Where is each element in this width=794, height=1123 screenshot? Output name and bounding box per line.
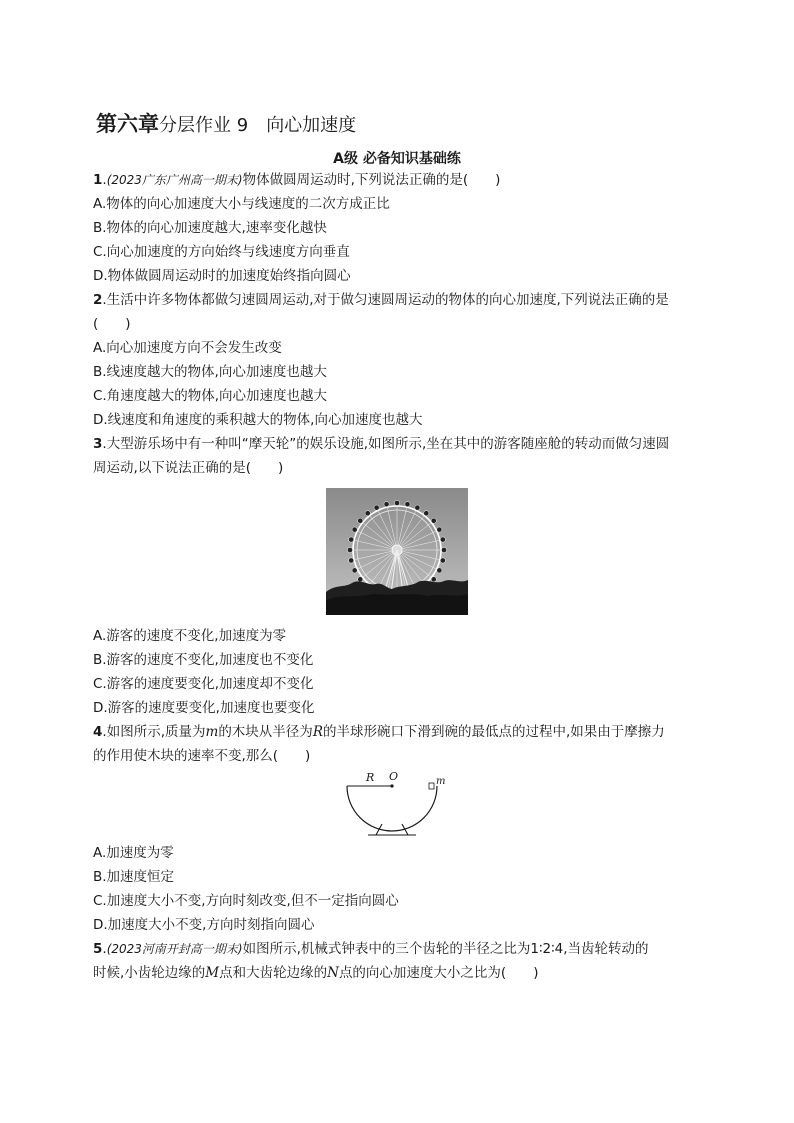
q1-number: 1 bbox=[93, 172, 103, 188]
q5-var-n: N bbox=[327, 965, 339, 981]
cabin bbox=[431, 577, 436, 582]
q1-option-b: B.物体的向心加速度越大,速率变化越快 bbox=[93, 220, 327, 236]
q5-var-m: M bbox=[205, 965, 220, 981]
assignment-label: 分层作业 9 bbox=[159, 115, 249, 136]
cabin bbox=[440, 537, 445, 542]
cabin bbox=[349, 537, 354, 542]
q2-text: 生活中许多物体都做匀速圆周运动,对于做匀速圆周运动的物体的向心加速度,下列说法正确的是 bbox=[106, 292, 669, 308]
q4-number: 4 bbox=[93, 724, 103, 740]
q2-option-a: A.向心加速度方向不会发生改变 bbox=[93, 340, 282, 356]
q3-option-b: B.游客的速度不变化,加速度也不变化 bbox=[93, 652, 314, 668]
cabin bbox=[431, 518, 436, 523]
q4-option-c: C.加速度大小不变,方向时刻改变,但不一定指向圆心 bbox=[93, 893, 399, 909]
cabin bbox=[347, 547, 352, 552]
cabin bbox=[415, 505, 420, 510]
q5-text-b: ,当齿轮转动的 bbox=[563, 941, 649, 957]
bowl-outline bbox=[347, 786, 437, 831]
center-point bbox=[390, 784, 393, 787]
block bbox=[429, 783, 434, 789]
q5-source: (2023河南开封高一期末) bbox=[106, 942, 243, 956]
q2-option-b: B.线速度越大的物体,向心加速度也越大 bbox=[93, 364, 327, 380]
q4-var-r: R bbox=[312, 724, 323, 740]
q1-source: (2023广东广州高一期末) bbox=[106, 173, 243, 187]
q2-option-d: D.线速度和角速度的乘积越大的物体,向心加速度也越大 bbox=[93, 412, 423, 428]
q1-option-c: C.向心加速度的方向始终与线速度方向垂直 bbox=[93, 244, 350, 260]
q1-text: 物体做圆周运动时,下列说法正确的是( ) bbox=[242, 172, 501, 188]
q4-text-c: 的半球形碗口下滑到碗的最低点的过程中,如果由于摩擦力 bbox=[322, 724, 665, 740]
cabin bbox=[358, 518, 363, 523]
q4-option-b: B.加速度恒定 bbox=[93, 869, 175, 885]
q3-option-c: C.游客的速度要变化,加速度却不变化 bbox=[93, 676, 314, 692]
q1-option-a: A.物体的向心加速度大小与线速度的二次方成正比 bbox=[93, 196, 390, 212]
label-r: R bbox=[366, 771, 375, 784]
cabin bbox=[441, 547, 446, 552]
q3-number: 3 bbox=[93, 436, 103, 452]
q5-text-c: 时候,小齿轮边缘的 bbox=[93, 965, 206, 981]
q2-number: 2 bbox=[93, 292, 103, 308]
cabin bbox=[349, 558, 354, 563]
cabin bbox=[424, 511, 429, 516]
q2-stem: 2.生活中许多物体都做匀速圆周运动,对于做匀速圆周运动的物体的向心加速度,下列说法正确的是 bbox=[93, 292, 669, 308]
q4-option-d: D.加速度大小不变,方向时刻指向圆心 bbox=[93, 917, 315, 933]
q4-text-b: 的木块从半径为 bbox=[218, 724, 313, 740]
cabin bbox=[365, 511, 370, 516]
q4-stem: 4.如图所示,质量为m的木块从半径为R的半球形碗口下滑到碗的最低点的过程中,如果由于摩擦力 bbox=[93, 724, 665, 740]
q5-ratio: 1∶2∶4 bbox=[530, 941, 564, 957]
cabin bbox=[358, 577, 363, 582]
q5-stem: 5.(2023河南开封高一期末)如图所示,机械式钟表中的三个齿轮的半径之比为1∶2∶4,当齿轮转动的 bbox=[93, 941, 649, 957]
cabin bbox=[384, 502, 389, 507]
q4-text-a: 如图所示,质量为 bbox=[106, 724, 206, 740]
chapter-label: 第六章 bbox=[96, 112, 159, 136]
topic-label: 向心加速度 bbox=[266, 115, 357, 136]
q2-stem-cont: ( ) bbox=[93, 316, 131, 332]
page-title bbox=[96, 108, 356, 138]
cabin bbox=[405, 502, 410, 507]
q5-text-d: 点和大齿轮边缘的 bbox=[219, 965, 328, 981]
q5-text-e: 点的向心加速度大小之比为( ) bbox=[338, 965, 539, 981]
q3-option-d: D.游客的速度要变化,加速度也要变化 bbox=[93, 700, 315, 716]
ferris-wheel-photo bbox=[326, 488, 468, 615]
q5-stem-cont bbox=[93, 964, 538, 982]
q4-option-a: A.加速度为零 bbox=[93, 845, 174, 861]
cabin bbox=[374, 505, 379, 510]
cabin bbox=[437, 568, 442, 573]
cabin bbox=[352, 568, 357, 573]
q4-var-m: m bbox=[205, 724, 219, 740]
cabin bbox=[437, 527, 442, 532]
q3-text: 大型游乐场中有一种叫“摩天轮”的娱乐设施,如图所示,坐在其中的游客随座舱的转动而做匀速圆 bbox=[106, 436, 670, 452]
q3-stem: 3.大型游乐场中有一种叫“摩天轮”的娱乐设施,如图所示,坐在其中的游客随座舱的转动而做匀速圆 bbox=[93, 436, 670, 452]
q2-option-c: C.角速度越大的物体,向心加速度也越大 bbox=[93, 388, 328, 404]
cabin bbox=[394, 500, 399, 505]
cabin bbox=[440, 558, 445, 563]
bowl-diagram bbox=[338, 764, 450, 842]
label-m: m bbox=[436, 776, 446, 787]
label-o: O bbox=[389, 770, 399, 783]
q1-stem: 1.(2023广东广州高一期末)物体做圆周运动时,下列说法正确的是( ) bbox=[93, 172, 501, 188]
cabin bbox=[352, 527, 357, 532]
section-title: A级 必备知识基础练 bbox=[333, 151, 461, 167]
q1-option-d: D.物体做圆周运动时的加速度始终指向圆心 bbox=[93, 268, 351, 284]
q5-number: 5 bbox=[93, 941, 103, 957]
q5-text-a: 如图所示,机械式钟表中的三个齿轮的半径之比为 bbox=[242, 941, 531, 957]
q3-option-a: A.游客的速度不变化,加速度为零 bbox=[93, 628, 287, 644]
q4-stem-cont: 的作用使木块的速率不变,那么( ) bbox=[93, 748, 311, 764]
q3-stem-cont: 周运动,以下说法正确的是( ) bbox=[93, 460, 284, 476]
